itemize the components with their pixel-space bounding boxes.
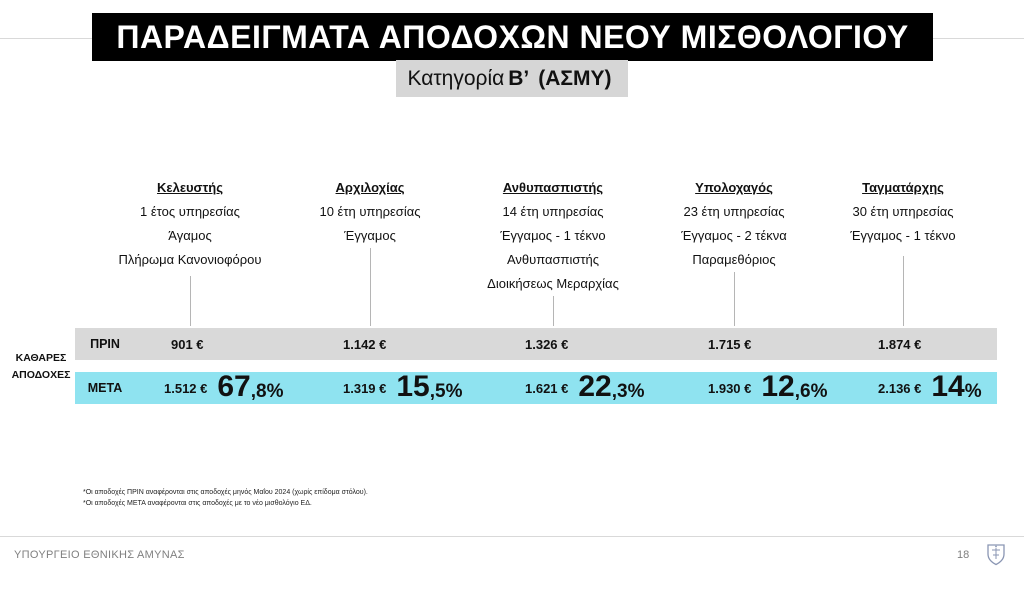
before-value: 1.715 € bbox=[708, 336, 752, 352]
before-label: ΠΡΙΝ bbox=[90, 337, 120, 351]
before-row bbox=[75, 328, 997, 360]
after-cell bbox=[525, 372, 645, 404]
after-value: 1.930 € bbox=[708, 380, 752, 396]
before-value: 1.142 € bbox=[343, 336, 387, 352]
detail-line: Άγαμος bbox=[168, 228, 212, 243]
after-value: 1.512 € bbox=[164, 380, 208, 396]
rank-label: Αρχιλοχίας bbox=[335, 180, 405, 195]
rank-label: Ταγματάρχης bbox=[862, 180, 944, 195]
increase-percent: 22 bbox=[578, 370, 612, 403]
detail-line: Έγγαμος - 1 τέκνο bbox=[500, 228, 606, 243]
increase-percent: 67 bbox=[217, 370, 251, 403]
detail-line: Έγγαμος - 2 τέκνα bbox=[681, 228, 787, 243]
subtitle-prefix: Κατηγορία bbox=[407, 66, 505, 90]
after-cell bbox=[878, 372, 982, 404]
after-value: 2.136 € bbox=[878, 380, 922, 396]
before-value: 901 € bbox=[171, 336, 204, 352]
detail-line: Διοικήσεως Μεραρχίας bbox=[487, 276, 619, 291]
increase-percent-suffix: ,5% bbox=[429, 381, 463, 402]
increase-percent-suffix: ,3% bbox=[611, 381, 645, 402]
column-anthypaspistis bbox=[453, 176, 653, 296]
increase-percent-suffix: ,6% bbox=[794, 381, 828, 402]
increase-percent-suffix: ,8% bbox=[250, 381, 284, 402]
increase-percent-suffix: % bbox=[964, 381, 982, 402]
column-tagmatarchis bbox=[803, 176, 1003, 248]
footnote: *Οι αποδοχές ΜΕΤΑ αναφέρονται στις αποδοχές με το νέο μισθολόγιο ΕΔ. bbox=[83, 500, 312, 507]
increase-percent: 15 bbox=[396, 370, 430, 403]
rank-label: Υπολοχαγός bbox=[695, 180, 773, 195]
detail-line: 23 έτη υπηρεσίας bbox=[683, 204, 785, 219]
subtitle-suffix: (ΑΣΜΥ) bbox=[538, 66, 612, 90]
connector-line bbox=[190, 276, 191, 326]
detail-line: Πλήρωμα Κανονιοφόρου bbox=[118, 252, 262, 267]
bottom-divider bbox=[0, 536, 1024, 537]
detail-line: 10 έτη υπηρεσίας bbox=[319, 204, 421, 219]
after-cell bbox=[164, 372, 284, 404]
subtitle-category: Β’ bbox=[508, 66, 530, 90]
detail-line: Ανθυπασπιστής bbox=[506, 252, 600, 267]
footnotes bbox=[83, 487, 368, 509]
after-cell bbox=[708, 372, 828, 404]
after-row bbox=[75, 372, 997, 404]
column-archilochias bbox=[270, 176, 470, 248]
connector-line bbox=[370, 248, 371, 326]
net-earnings-label: ΚΑΘΑΡΕΣ ΑΠΟΔΟΧΕΣ bbox=[11, 352, 71, 381]
rank-label: Κελευστής bbox=[157, 180, 223, 195]
after-cell bbox=[343, 372, 463, 404]
detail-line: Έγγαμος bbox=[344, 228, 396, 243]
detail-line: 1 έτος υπηρεσίας bbox=[140, 204, 240, 219]
after-value: 1.621 € bbox=[525, 380, 569, 396]
after-value: 1.319 € bbox=[343, 380, 387, 396]
detail-line: 14 έτη υπηρεσίας bbox=[502, 204, 604, 219]
detail-line: Έγγαμος - 1 τέκνο bbox=[850, 228, 956, 243]
connector-line bbox=[734, 272, 735, 326]
connector-line bbox=[553, 296, 554, 326]
increase-percent: 14 bbox=[931, 370, 965, 403]
connector-line bbox=[903, 256, 904, 326]
page-subtitle bbox=[396, 60, 628, 97]
column-keleustis bbox=[90, 176, 290, 272]
detail-line: 30 έτη υπηρεσίας bbox=[852, 204, 954, 219]
before-value: 1.326 € bbox=[525, 336, 569, 352]
rank-label: Ανθυπασπιστής bbox=[502, 180, 604, 195]
footer-ministry-name: ΥΠΟΥΡΓΕΙΟ ΕΘΝΙΚΗΣ ΑΜΥΝΑΣ bbox=[14, 549, 185, 561]
page-title: ΠΑΡΑΔΕΙΓΜΑΤΑ ΑΠΟΔΟΧΩΝ ΝΕΟΥ ΜΙΣΘΟΛΟΓΙΟΥ bbox=[92, 13, 933, 61]
before-value: 1.874 € bbox=[878, 336, 922, 352]
footnote: *Οι αποδοχές ΠΡΙΝ αναφέρονται στις αποδοχές μηνός Μαΐου 2024 (χωρίς επίδομα στόλου). bbox=[83, 489, 368, 496]
after-label: ΜΕΤΑ bbox=[87, 381, 123, 395]
increase-percent: 12 bbox=[761, 370, 795, 403]
ministry-crest-icon bbox=[985, 542, 1007, 566]
page-number: 18 bbox=[957, 549, 970, 561]
detail-line: Παραμεθόριος bbox=[692, 252, 776, 267]
